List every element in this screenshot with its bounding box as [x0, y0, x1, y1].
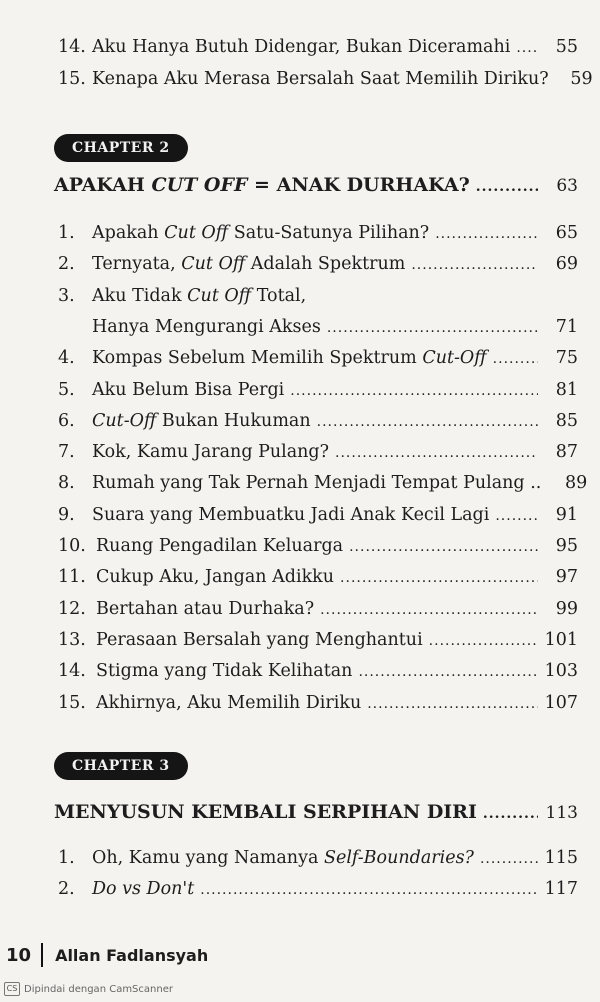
- leader-dots: [480, 848, 538, 870]
- entry-number: 13.: [58, 629, 86, 650]
- leader-dots: [483, 806, 538, 822]
- entry-page: 69: [555, 254, 578, 275]
- entry-number: 6.: [58, 410, 75, 431]
- entry-page: 71: [555, 316, 578, 337]
- entry-title: Ruang Pengadilan Keluarga: [96, 536, 344, 556]
- entry-title: Cukup Aku, Jangan Adikku: [96, 567, 335, 588]
- chapter-page: 63: [556, 176, 578, 196]
- toc-entry: [58, 68, 593, 90]
- leader-dots: [429, 630, 538, 652]
- entry-number: 2.: [58, 254, 75, 275]
- chapter-title: [54, 174, 578, 196]
- entry-page: 59: [570, 69, 593, 89]
- toc-entry: [58, 598, 578, 621]
- page-footer: [6, 943, 208, 967]
- leader-dots: [335, 442, 538, 464]
- leader-dots: [349, 536, 538, 558]
- toc-entry: [58, 535, 578, 558]
- toc-entry: [58, 347, 578, 370]
- entry-number: 8.: [58, 473, 75, 494]
- toc-entry: [58, 222, 578, 245]
- entry-page: 117: [544, 879, 578, 899]
- toc-entry: [58, 692, 578, 715]
- entry-page: 97: [555, 567, 578, 588]
- chapter-page: 113: [545, 803, 578, 823]
- entry-number: 5.: [58, 379, 75, 400]
- entry-title: Perasaan Bersalah yang Menghantui: [96, 629, 423, 650]
- entry-title: Bertahan atau Durhaka?: [96, 598, 315, 619]
- toc-entry: [58, 253, 578, 276]
- entry-title: Kenapa Aku Merasa Bersalah Saat Memilih Diriku?: [92, 69, 549, 89]
- toc-entry: [58, 316, 578, 339]
- camscanner-icon: CS: [4, 982, 20, 996]
- toc-entry: [58, 878, 578, 901]
- toc-entry: [58, 629, 578, 652]
- chapter-badge: CHAPTER 2: [54, 134, 188, 162]
- entry-title: Stigma yang Tidak Kelihatan: [96, 661, 353, 682]
- toc-entry: [58, 410, 578, 433]
- entry-title: Kompas Sebelum Memilih Spektrum Cut-Off: [92, 348, 487, 369]
- entry-page: 107: [544, 692, 578, 713]
- entry-page: 95: [555, 536, 578, 556]
- toc-entry: [58, 36, 578, 59]
- entry-page: 115: [544, 848, 578, 868]
- entry-page: 91: [555, 504, 578, 525]
- entry-page: 99: [555, 598, 578, 619]
- entry-page: 55: [555, 37, 578, 57]
- entry-title: Aku Belum Bisa Pergi: [92, 379, 285, 400]
- entry-title: Suara yang Membuatku Jadi Anak Kecil Lagi: [92, 504, 490, 525]
- scanner-watermark: [4, 982, 173, 996]
- entry-number: 12.: [58, 598, 86, 619]
- leader-dots: [411, 254, 538, 276]
- entry-number: 2.: [58, 879, 75, 899]
- leader-dots: [320, 599, 538, 621]
- leader-dots: [435, 223, 538, 245]
- entry-title: Rumah yang Tak Pernah Menjadi Tempat Pulang ..: [92, 473, 542, 494]
- chapter-title-text: MENYUSUN KEMBALI SERPIHAN DIRI: [54, 801, 477, 823]
- toc-entry: [58, 441, 578, 464]
- entry-page: 85: [555, 410, 578, 431]
- entry-page: 81: [555, 379, 578, 400]
- entry-page: 101: [544, 629, 578, 650]
- leader-dots: [358, 661, 538, 683]
- toc-entry: [58, 379, 578, 402]
- page-number: 10: [6, 944, 32, 966]
- leader-dots: [290, 380, 538, 402]
- entry-number: 15.: [58, 692, 86, 713]
- entry-title: Apakah Cut Off Satu-Satunya Pilihan?: [92, 223, 430, 243]
- entry-title: Cut-Off Bukan Hukuman: [92, 410, 311, 431]
- leader-dots: [200, 879, 538, 901]
- entry-number: 3.: [58, 285, 75, 306]
- entry-page: 65: [555, 223, 578, 243]
- entry-number: 1.: [58, 223, 75, 243]
- entry-title: Aku Tidak Cut Off Total,: [92, 285, 307, 306]
- leader-dots: [340, 567, 538, 589]
- entry-page: 75: [555, 348, 578, 369]
- leader-dots: [317, 411, 538, 433]
- leader-dots: [476, 179, 538, 195]
- entry-number: 7.: [58, 442, 75, 463]
- chapter-title: [54, 801, 578, 823]
- toc-entry: [58, 472, 588, 495]
- leader-dots: [495, 505, 538, 527]
- entry-title: Ternyata, Cut Off Adalah Spektrum: [92, 254, 406, 275]
- entry-number: 11.: [58, 567, 86, 588]
- entry-title: Hanya Mengurangi Akses: [92, 316, 321, 337]
- toc-entry: [58, 847, 578, 870]
- entry-number: 9.: [58, 504, 75, 525]
- leader-dots: [327, 317, 538, 339]
- author-name: Allan Fadlansyah: [55, 945, 209, 965]
- toc-entry: [58, 566, 578, 589]
- entry-page: 89: [565, 473, 588, 494]
- entry-number: 14.: [58, 661, 86, 682]
- leader-dots: [516, 37, 538, 59]
- chapter-badge: CHAPTER 3: [54, 752, 188, 780]
- chapter-title-text: APAKAH CUT OFF = ANAK DURHAKA?: [54, 174, 470, 196]
- entry-page: 87: [555, 442, 578, 463]
- toc-entry: [58, 660, 578, 683]
- entry-number: 14.: [58, 37, 86, 57]
- entry-title: Kok, Kamu Jarang Pulang?: [92, 442, 330, 463]
- toc-entry: [58, 285, 578, 307]
- leader-dots: [493, 348, 538, 370]
- entry-number: 4.: [58, 348, 75, 369]
- entry-title: Oh, Kamu yang Namanya Self-Boundaries?: [92, 848, 474, 868]
- entry-title: Akhirnya, Aku Memilih Diriku: [96, 692, 362, 713]
- entry-number: 15.: [58, 69, 86, 89]
- entry-number: 1.: [58, 848, 75, 868]
- entry-title: Do vs Don't: [92, 879, 195, 899]
- scanner-text: Dipindai dengan CamScanner: [24, 983, 173, 995]
- entry-title: Aku Hanya Butuh Didengar, Bukan Diceramahi: [92, 37, 511, 57]
- entry-page: 103: [544, 661, 578, 682]
- footer-divider: [41, 943, 43, 967]
- leader-dots: [367, 693, 538, 715]
- entry-number: 10.: [58, 536, 86, 556]
- toc-entry: [58, 504, 578, 527]
